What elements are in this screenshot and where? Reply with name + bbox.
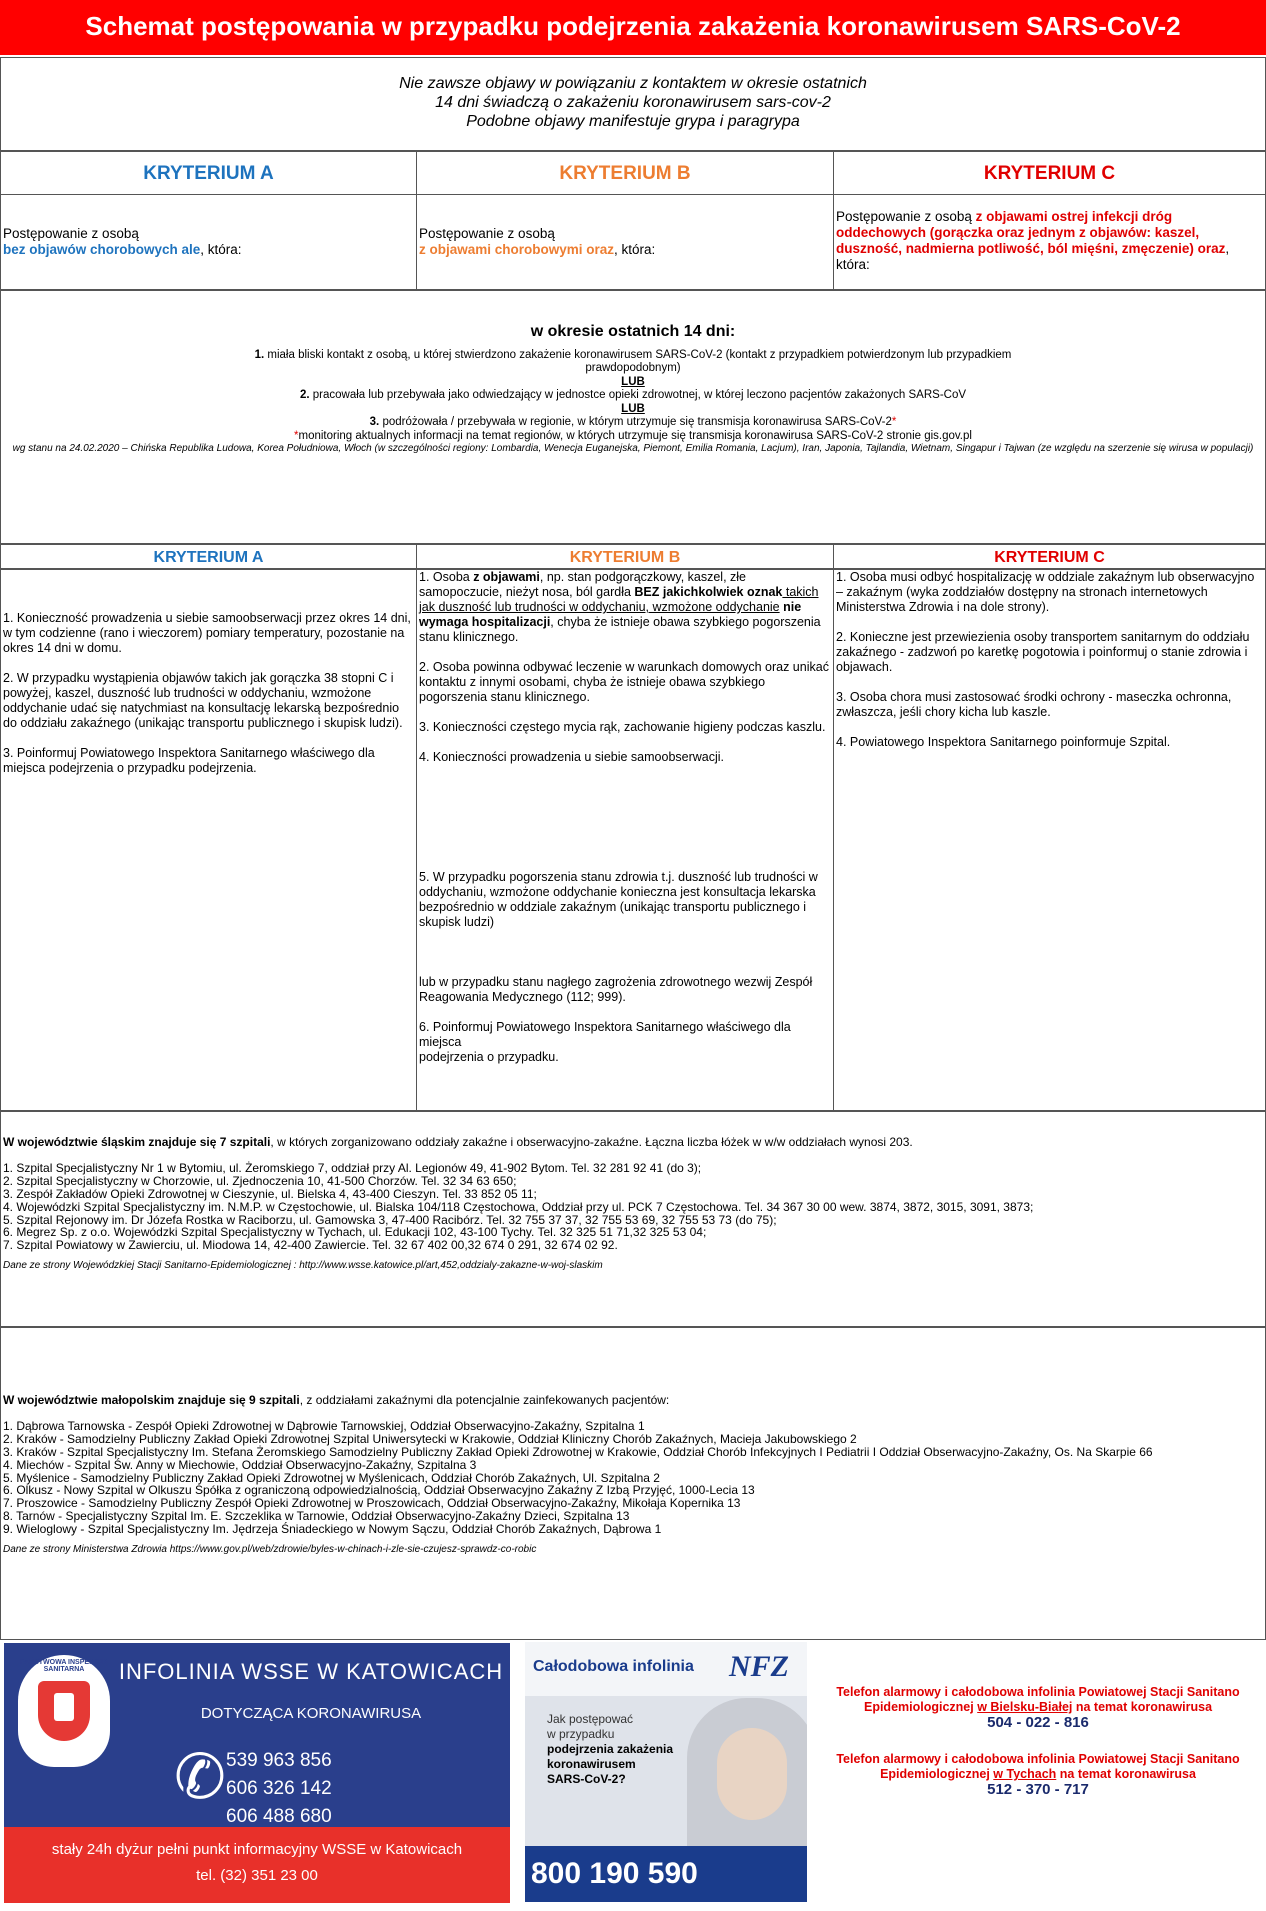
criterion-c-highlight: z objawami ostrej infekcji dróg oddechowych (gorączka oraz jednym z objawów: kaszel, duszność, nadmierna potliwość, ból mięśni, zmęczenie) oraz — [836, 209, 1226, 256]
criterion-c-desc — [833, 194, 1266, 290]
col-c-p2: 2. Konieczne jest przewiezienia osoby transportem sanitarnym do oddziału zakaźnego - zadzwoń po karetkę pogotowia i poinformuj o stanie zdrowia i objawach. — [836, 630, 1250, 674]
hotline-tychy: Telefon alarmowy i całodobowa infolinia Powiatowej Stacji Sanitano Epidemiologicznej w Tychach na temat koronawirusa — [836, 1752, 1240, 1781]
col-b-p2: 2. Osoba powinna odbywać leczenie w warunkach domowych oraz unikać kontaktu z innymi osobami, chyba że istnieje obawa szybkiego pogorszenia stanu klinicznego. — [419, 660, 829, 704]
intro-line-1: Nie zawsze objawy w powiązaniu z kontaktem w okresie ostatnich — [399, 75, 867, 92]
col-b-header: KRYTERIUM B — [416, 544, 834, 569]
exposure-item-1: 1. miała bliski kontakt z osobą, u której stwierdzono zakażenie koronawirusem SARS-CoV-2 (kontakt z przypadkiem potwierdzonym lub przypadkiem prawdopodobnym) — [254, 348, 1012, 374]
col-b-body — [416, 569, 834, 1111]
wsse-title: INFOLINIA WSSE W KATOWICACH — [118, 1659, 504, 1684]
criterion-c-pre: Postępowanie z osobą — [836, 209, 976, 224]
list-item: 9. Wieloglowy - Szpital Specjalistyczny Im. Jędrzeja Śniadeckiego w Nowym Sączu, Oddział Chorób Zakaźnych, Dąbrowa 1 — [3, 1522, 662, 1537]
col-a-p1: 1. Konieczność prowadzenia u siebie samoobserwacji przez okres 14 dni, w tym codzienne (rano i wieczorem) pomiary temperatury, pozostanie na okres 14 dni w domu. — [3, 611, 411, 655]
col-b-p3: 3. Konieczności częstego mycia rąk, zachowanie higieny podczas kaszlu. — [419, 720, 826, 734]
col-c-body — [833, 569, 1266, 1111]
monitoring-note: *monitoring aktualnych informacji na temat regionów, w których utrzymuje się transmisja koronawirusa SARS-CoV-2 stronie gis.gov.pl — [294, 429, 972, 442]
list-item: 6. Megrez Sp. z o.o. Wojewódzki Szpital Specjalistyczny w Tychach, ul. Edukacji 102, 43-100 Tychy. Tel. 32 325 51 71,32 325 53 04; — [3, 1225, 707, 1240]
hotline-tychy-number: 512 - 370 - 717 — [987, 1781, 1089, 1798]
criterion-c-header: KRYTERIUM C — [833, 151, 1266, 195]
list-item: 7. Szpital Powiatowy w Zawierciu, ul. Miodowa 14, 42-400 Zawiercie. Tel. 32 67 402 00,32 674 0 291, 32 674 02 92. — [3, 1238, 618, 1253]
col-c-p1: 1. Osoba musi odbyć hospitalizację w oddziale zakaźnym lub obserwacyjno – zakaźnym (wyka zoddziałów dostępny na stronach internetowych Ministerstwa Zdrowia i na dole strony). — [836, 570, 1255, 614]
col-b-p1: 1. Osoba z objawami, np. stan podgorączkowy, kaszel, złe samopoczucie, nieżyt nosa, ból gardła BEZ jakichkolwiek oznak takich jak duszność lub trudności w oddychaniu, wzmożone oddychanie nie wymaga hospitalizacji, chyba że istnieje obawa szybkiego pogorszenia stanu klinicznego. — [419, 570, 821, 644]
criterion-a-highlight: bez objawów chorobowych ale — [3, 242, 201, 257]
list-item: 2. Szpital Specjalistyczny w Chorzowie, ul. Zjednoczenia 10, 41-500 Chorzów. Tel. 32 34 63 650; — [3, 1173, 517, 1188]
wsse-banner — [3, 1642, 511, 1904]
silesia-hospitals — [0, 1111, 1266, 1327]
col-c-header: KRYTERIUM C — [833, 544, 1266, 569]
col-a-body — [0, 569, 417, 1111]
intro-box — [0, 57, 1266, 151]
col-c-p3: 3. Osoba chora musi zastosować środki ochrony - maseczka ochronna, zwłaszcza, jeśli chory kicha lub kaszle. — [836, 690, 1232, 719]
footer — [0, 1641, 1266, 1911]
wsse-phones — [226, 1747, 332, 1831]
wsse-subtitle: DOTYCZĄCA KORONAWIRUSA — [200, 1705, 422, 1722]
wsse-phone: 606 326 142 — [226, 1778, 332, 1799]
hotlines — [818, 1685, 1258, 1797]
list-item: 5. Szpital Rejonowy im. Dr Józefa Rostka w Raciborzu, ul. Gamowska 3, 47-400 Racibórz. Tel. 32 755 37 37, 32 755 53 69, 32 755 53 73 (do 75); — [3, 1212, 777, 1227]
criterion-b-post: , która: — [614, 242, 656, 257]
nfz-logo: NFZ — [729, 1650, 789, 1683]
criterion-a-pre: Postępowanie z osobą — [3, 226, 139, 241]
regions-note: wg stanu na 24.02.2020 – Chińska Republika Ludowa, Korea Południowa, Włoch (w szczególności regiony: Lombardia, Wenecja Euganejska, Piemont, Emilia Romania, Lacjum), Iran, Japonia, Tajlandia, Wietnam, Singapur i Tajwan (ze względu na szerzenie się wirusa w populacji) — [12, 443, 1254, 454]
nfz-banner — [525, 1642, 807, 1902]
exposure-criteria — [0, 290, 1266, 544]
nfz-question: Jak postępować w przypadku podejrzenia zakażenia koronawirusem SARS-CoV-2? — [547, 1712, 674, 1786]
criterion-a-desc — [0, 194, 417, 290]
col-c-p4: 4. Powiatowego Inspektora Sanitarnego poinformuje Szpital. — [836, 735, 1171, 749]
wsse-phone: 606 488 680 — [226, 1806, 332, 1827]
list-item: 7. Proszowice - Samodzielny Publiczny Zespół Opieki Zdrowotnej w Proszowicach, Oddział Obserwacyjno-Zakaźny, Mikołaja Kopernika 13 — [3, 1496, 741, 1511]
list-item: 3. Zespół Zakładów Opieki Zdrowotnej w Cieszynie, ul. Bielska 4, 43-400 Cieszyn. Tel. 33 852 05 11; — [3, 1186, 537, 1201]
lub-2: LUB — [621, 402, 645, 415]
exposure-title: w okresie ostatnich 14 dni: — [530, 323, 736, 340]
malopolska-hospitals — [0, 1327, 1266, 1640]
col-b-p6: 6. Poinformuj Powiatowego Inspektora Sanitarnego właściwego dla miejsca podejrzenia o przypadku. — [419, 1020, 791, 1064]
phone-icon: ✆ — [174, 1743, 226, 1812]
col-b-p4: 4. Konieczności prowadzenia u siebie samoobserwacji. — [419, 750, 725, 764]
col-a-p2: 2. W przypadku wystąpienia objawów takich jak gorączka 38 stopni C i powyżej, kaszel, duszność lub trudności w oddychaniu, wzmożone oddychanie udać się natychmiast na konsultację lekarską bezpośrednio do oddziału zakaźnego (unikając transportu publicznego i skupisk ludzi). — [3, 671, 403, 730]
list-item: 1. Szpital Specjalistyczny Nr 1 w Bytomiu, ul. Żeromskiego 7, oddział przy Al. Legionów 49, 41-902 Bytom. Tel. 32 281 92 41 (do 3); — [3, 1160, 702, 1175]
criterion-b-pre: Postępowanie z osobą — [419, 226, 555, 241]
col-a-p3: 3. Poinformuj Powiatowego Inspektora Sanitarnego właściwego dla miejsca podejrzenia o przypadku podejrzenia. — [3, 746, 375, 775]
wsse-duty: stały 24h dyżur pełni punkt informacyjny WSSE w Katowicach — [51, 1841, 463, 1858]
hotline-bielsko: Telefon alarmowy i całodobowa infolinia Powiatowej Stacji Sanitano Epidemiologicznej w Bielsku-Białej na temat koronawirusa — [836, 1685, 1240, 1714]
exposure-item-2: 2. pracowała lub przebywała jako odwiedzający w jednostce opieki zdrowotnej, w której leczono pacjentów zakażonych SARS-CoV — [299, 389, 967, 401]
criterion-b-desc — [416, 194, 834, 290]
page-title: Schemat postępowania w przypadku podejrzenia zakażenia koronawirusem SARS-CoV-2 — [0, 0, 1266, 55]
wsse-phone: 539 963 856 — [226, 1750, 332, 1771]
list-item: 1. Dąbrowa Tarnowska - Zespół Opieki Zdrowotnej w Dąbrowie Tarnowskiej, Oddział Obserwacyjno-Zakaźny, Szpitalna 1 — [3, 1418, 645, 1433]
criterion-b-header: KRYTERIUM B — [416, 151, 834, 195]
col-b-p5b: lub w przypadku stanu nagłego zagrożenia zdrowotnego wezwij Zespół Reagowania Medycznego (112; 999). — [419, 975, 813, 1004]
col-b-p5: 5. W przypadku pogorszenia stanu zdrowia t.j. duszność lub trudności w oddychaniu, wzmożone oddychanie konieczna jest konsultacja lekarska bezpośrednio w oddziale zakaźnym (unikając transportu publicznego i skupisk ludzi) — [419, 870, 818, 929]
headset-person-icon — [687, 1698, 807, 1848]
silesia-intro: W województwie śląskim znajduje się 7 szpitali, w których zorganizowano oddziały zakaźne i obserwacyjno-zakaźne. Łączna liczba łóżek w w/w oddziałach wynosi 203. — [3, 1135, 913, 1149]
silesia-source: Dane ze strony Wojewódzkiej Stacji Sanitarno-Epidemiologicznej : http://www.wsse.katowice.pl/art,452,oddzialy-zakazne-w-woj-slaskim — [3, 1260, 603, 1272]
nfz-title: Całodobowa infolinia — [533, 1658, 694, 1675]
intro-line-3: Podobne objawy manifestuje grypa i paragrypa — [466, 113, 800, 130]
criterion-b-highlight: z objawami chorobowymi oraz — [419, 242, 615, 257]
wsse-duty-strip — [4, 1827, 510, 1903]
list-item: 4. Miechów - Szpital Św. Anny w Miechowie, Oddział Obserwacyjno-Zakaźny, Szpitalna 3 — [3, 1457, 477, 1472]
list-item: 5. Myślenice - Samodzielny Publiczny Zakład Opieki Zdrowotnej w Myślenicach, Oddział Chorób Zakaźnych, Ul. Szpitalna 2 — [3, 1470, 660, 1485]
criterion-a-post: , która: — [200, 242, 242, 257]
list-item: 6. Olkusz - Nowy Szpital w Olkuszu Spółka z ograniczoną odpowiedzialnością, Oddział Obserwacyjno Zakaźny Z Izbą Przyjęć, 1000-Lecia 13 — [3, 1483, 755, 1498]
list-item: 8. Tarnów - Specjalistyczny Szpital Im. E. Szczeklika w Tarnowie, Oddział Obserwacyjno-Zakaźny Dzieci, Szpitalna 13 — [3, 1509, 630, 1524]
sanitary-inspection-emblem-icon: PAŃSTWOWA INSPEKCJA SANITARNA — [18, 1655, 110, 1767]
list-item: 3. Kraków - Szpital Specjalistyczny Im. Stefana Żeromskiego Samodzielny Publiczny Zakład Opieki Zdrowotnej w Krakowie, Oddział Chorób Infekcyjnych I Pediatrii I Oddział Obserwacyjno-Zakaźny, Os. Na Skarpie 66 — [3, 1444, 1153, 1459]
exposure-item-3: 3. podróżowała / przebywała w regionie, w którym utrzymuje się transmisja koronawirusa SARS-CoV-2* — [369, 416, 897, 428]
criterion-a-header: KRYTERIUM A — [0, 151, 417, 195]
list-item: 2. Kraków - Samodzielny Publiczny Zakład Opieki Zdrowotnej Szpital Uniwersytecki w Krakowie, Oddział Kliniczny Chorób Zakaźnych, Macieja Jakubowskiego 2 — [3, 1431, 857, 1446]
list-item: 4. Wojewódzki Szpital Specjalistyczny im. N.M.P. w Częstochowie, ul. Bialska 104/118 Częstochowa, Oddział przy ul. PCK 7 Częstochowa. Tel. 34 367 30 00 wew. 3874, 3872, 3015, 3091, 3873; — [3, 1199, 1034, 1214]
col-a-header: KRYTERIUM A — [0, 544, 417, 569]
malopolska-source: Dane ze strony Ministerstwa Zdrowia https://www.gov.pl/web/zdrowie/byles-w-chinach-i-zle-sie-czujesz-sprawdz-co-robic — [3, 1544, 537, 1556]
nfz-number: 800 190 590 — [525, 1846, 807, 1902]
hotline-bielsko-number: 504 - 022 - 816 — [987, 1714, 1089, 1731]
lub-1: LUB — [621, 375, 645, 388]
criterion-c-post: , która: — [836, 241, 1230, 272]
intro-line-2: 14 dni świadczą o zakażeniu koronawirusem sars-cov-2 — [435, 94, 831, 111]
wsse-tel: tel. (32) 351 23 00 — [196, 1867, 318, 1884]
malopolska-intro: W województwie małopolskim znajduje się 9 szpitali, z oddziałami zakaźnymi dla potencjalnie zainfekowanych pacjentów: — [3, 1393, 670, 1407]
